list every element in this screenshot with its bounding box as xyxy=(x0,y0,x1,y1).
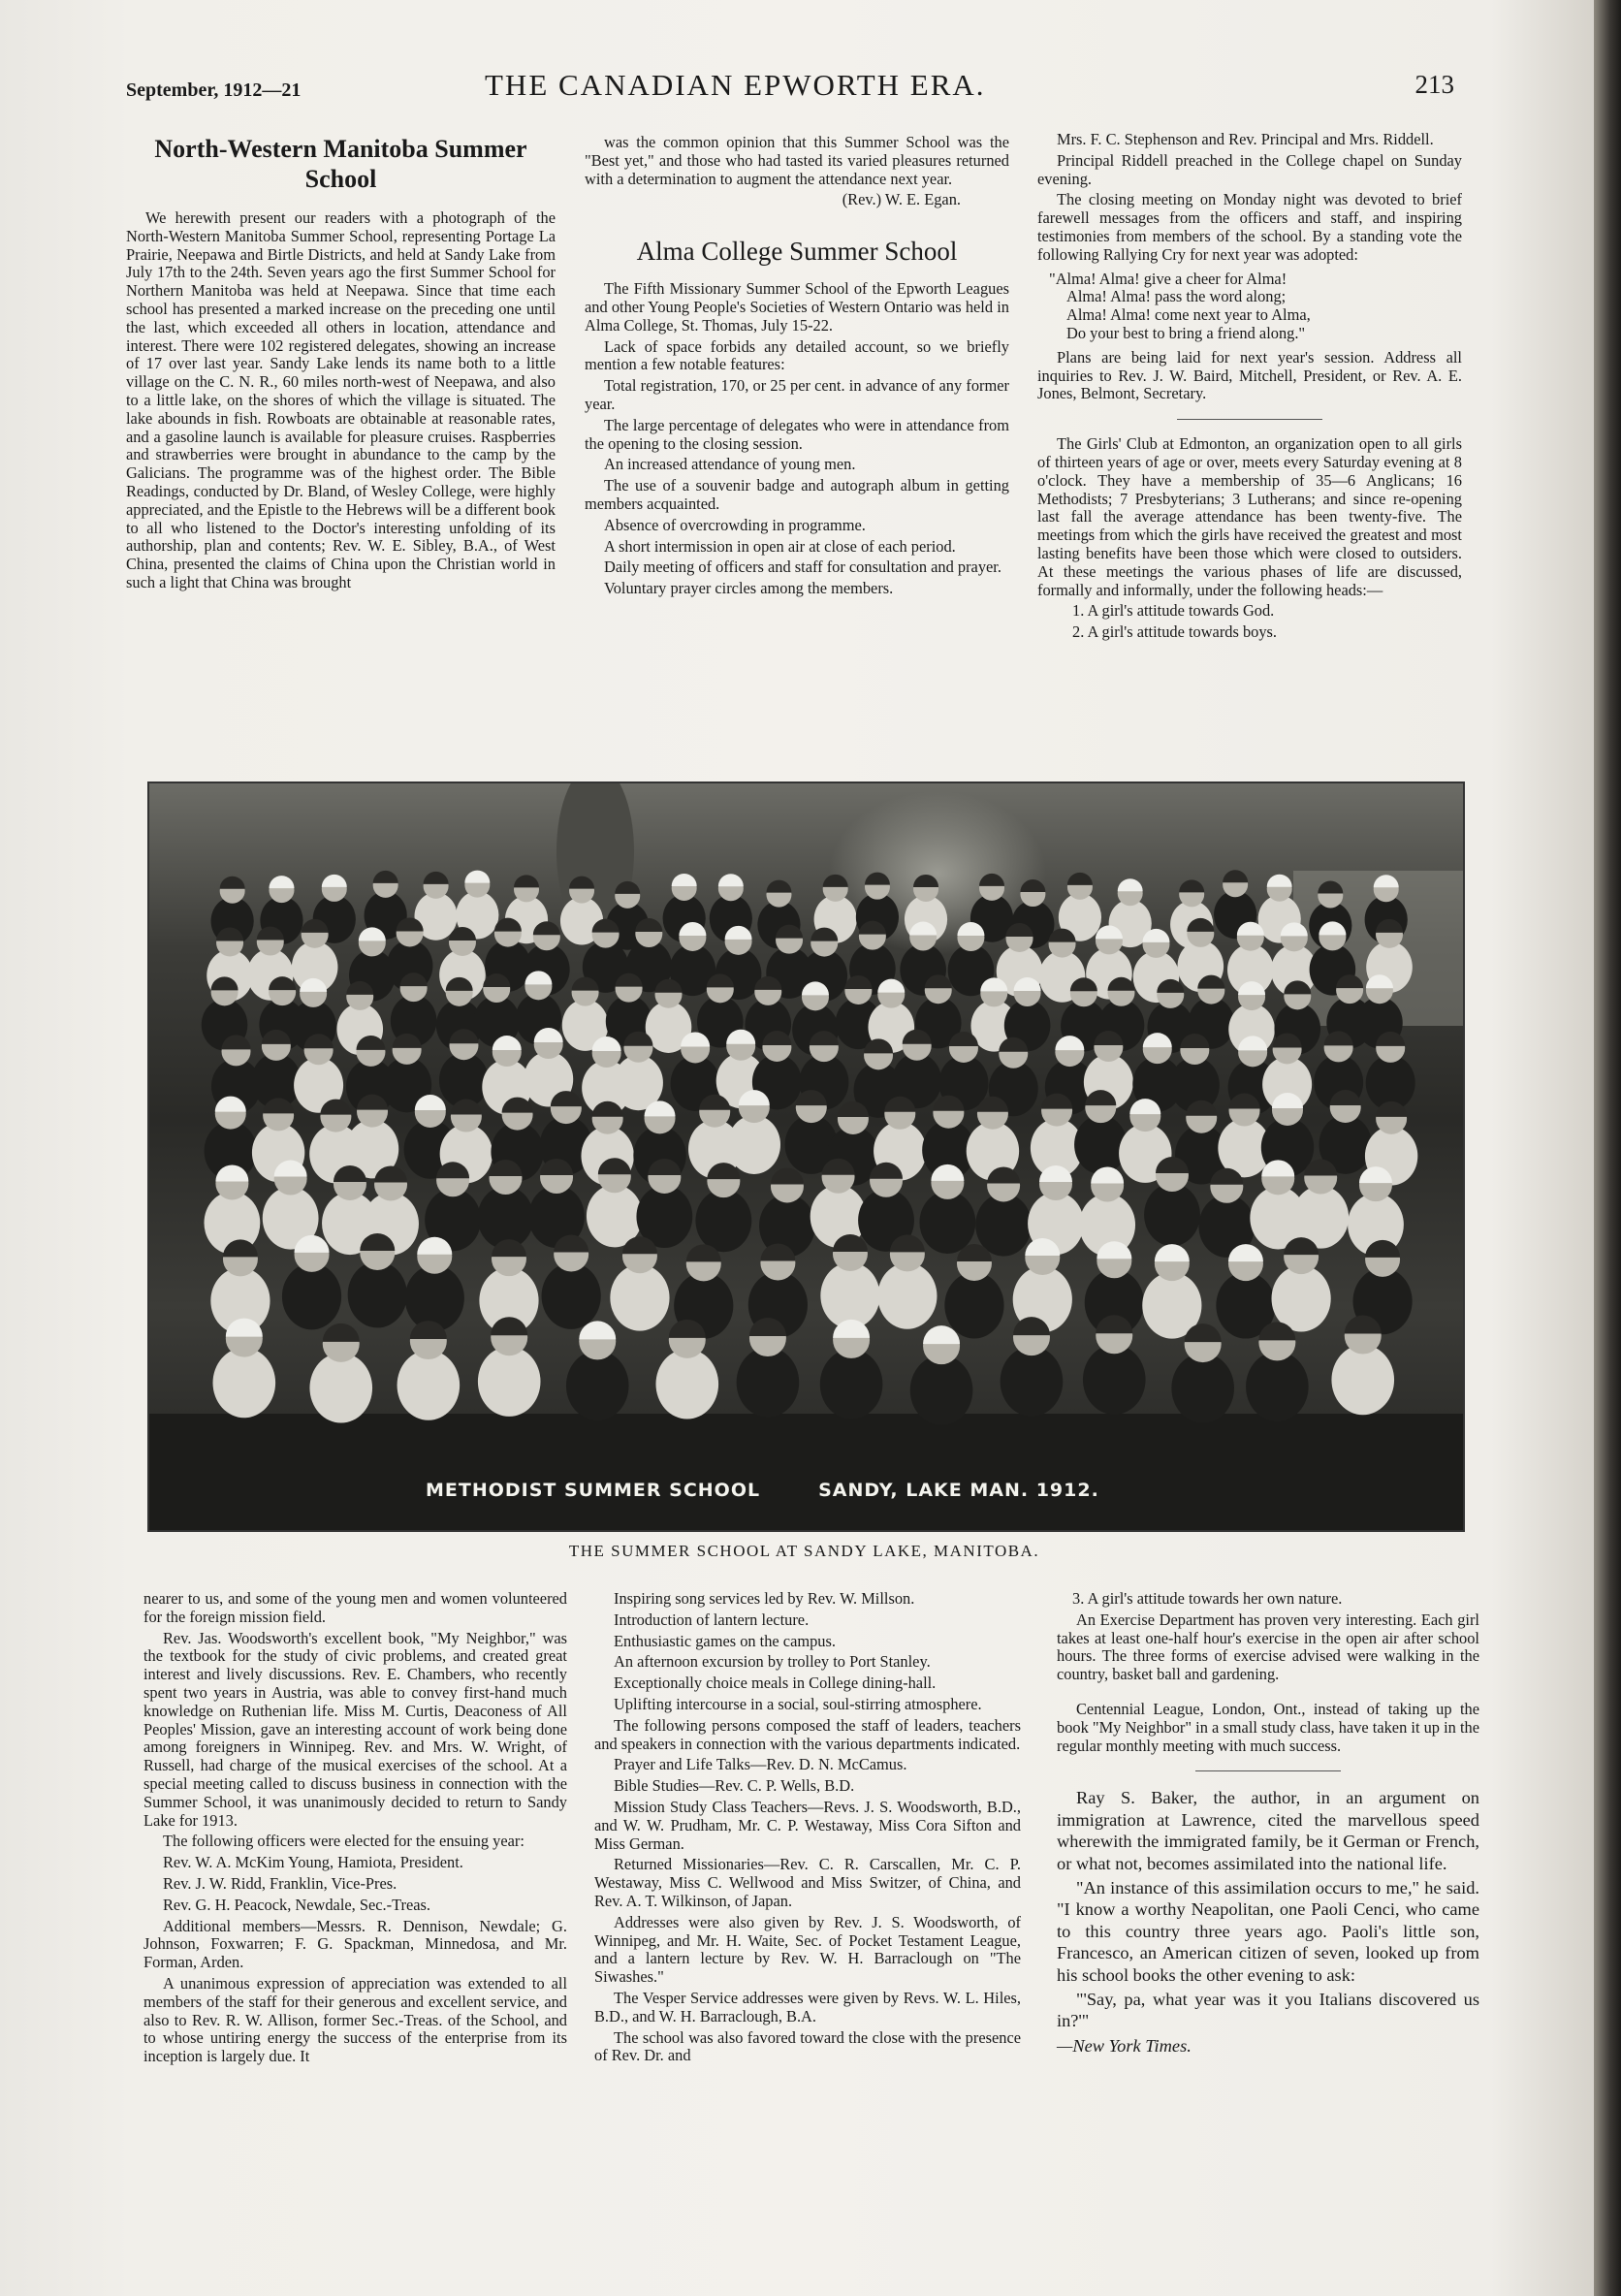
article4-body xyxy=(1057,1701,1479,1755)
photo-figure-body xyxy=(397,1351,461,1420)
photo-figure-body xyxy=(728,1115,780,1174)
paragraph: Daily meeting of officers and staff for consultation and prayer. xyxy=(604,558,1001,577)
paragraph: Introduction of lantern lecture. xyxy=(614,1610,810,1629)
column-3-top xyxy=(1037,131,1462,645)
paragraph: Inspiring song services led by Rev. W. Millson. xyxy=(614,1589,915,1608)
column-1-bottom xyxy=(143,1590,567,2069)
photo-figure-body xyxy=(877,1262,937,1328)
paragraph: Ray S. Baker, the author, in an argument on immigration at Lawrence, cited the marvellous speed wherewith the immigrated family, be it German or French, or what not, becomes assimilated into the national life. xyxy=(1057,1788,1479,1873)
paragraph: Uplifting intercourse in a social, soul-stirring atmosphere. xyxy=(614,1694,982,1713)
page-header xyxy=(126,68,1454,107)
photo-figure-body xyxy=(1074,1115,1127,1174)
photo-figure-hair xyxy=(373,871,398,883)
paragraph: Rev. G. H. Peacock, Newdale, Sec.-Treas. xyxy=(163,1895,430,1914)
page-number: 213 xyxy=(1414,70,1454,99)
paragraph: The Vesper Service addresses were given by Revs. W. L. Hiles, B.D., and W. H. Barraclough, B.A. xyxy=(594,1988,1021,2025)
photo-figure-body xyxy=(1246,1352,1309,1421)
photo-figure-hair xyxy=(464,871,490,883)
photo-figure-body xyxy=(655,1349,718,1419)
photo-figure-body xyxy=(1001,1347,1064,1417)
paragraph: nearer to us, and some of the young men and women volunteered for the foreign mission field. xyxy=(143,1589,567,1626)
rallying-cry xyxy=(1037,271,1462,343)
photo-figure-hair xyxy=(823,875,848,887)
paragraph: Rev. Jas. Woodsworth's excellent book, "My Neighbor," was the textbook for the study of civic problems, and created great interest and lively discussions. Rev. E. Chambers, who recently spent two years in Austria, was able to convey first-hand much knowledge on Ruthenian life. Miss M. Curtis, Deaconess of All Peoples' Mission, gave an interesting account of work being done among foreigners in Winnipeg. Rev. and Mrs. W. Wright, of Russell, had charge of the musical exercises of the school. At a special meeting called to discuss business in connection with the Summer School, it was unanimously decided to return to Sandy Lake for 1913. xyxy=(143,1628,567,1830)
paragraph: A unanimous expression of appreciation was extended to all members of the staff for their generous and excellent service, and also to Rev. R. W. Allison, former Sec.-Treas. of the School, and to whose untiring energy the success of the enterprise from its inception is largely due. It xyxy=(143,1973,567,2066)
article1-signature: (Rev.) W. E. Egan. xyxy=(842,190,961,209)
article3-list-item-3: 3. A girl's attitude towards her own nature. xyxy=(1072,1589,1343,1608)
photo-figure-body xyxy=(610,1264,669,1330)
photo-figure-hair xyxy=(766,880,791,893)
paragraph: Additional members—Messrs. R. Dennison, Newdale; G. Johnson, Foxwarren; F. G. Spackman, Minnedosa, and Mr. Forman, Arden. xyxy=(143,1916,567,1972)
paragraph: Prayer and Life Talks—Rev. D. N. McCamus. xyxy=(614,1755,907,1774)
photo-caption: THE SUMMER SCHOOL AT SANDY LAKE, MANITOBA. xyxy=(568,1542,1040,1560)
section-divider-2 xyxy=(1195,1770,1341,1771)
article2-col3 xyxy=(1037,131,1462,265)
article3-after-list xyxy=(1057,1611,1479,1684)
photo-figure-hair xyxy=(1118,878,1143,891)
photo-figure-body xyxy=(478,1347,541,1417)
magazine-title: THE CANADIAN EPWORTH ERA. xyxy=(485,68,986,102)
group-photograph xyxy=(147,781,1465,1532)
article2-body xyxy=(585,280,1009,598)
paragraph: Exceptionally choice meals in College dining-hall. xyxy=(614,1674,937,1693)
photo-figure-hair xyxy=(514,875,539,887)
article3-list-item-1: 1. A girl's attitude towards God. xyxy=(1072,601,1275,621)
paragraph: Voluntary prayer circles among the members. xyxy=(604,579,894,598)
column-2-bottom xyxy=(594,1590,1021,2068)
column-2-top xyxy=(585,134,1009,601)
paragraph: Total registration, 170, or 25 per cent. in advance of any former year. xyxy=(585,376,1009,413)
photo-figure-body xyxy=(919,1191,975,1254)
paragraph: Rev. J. W. Ridd, Franklin, Vice-Pres. xyxy=(163,1873,397,1893)
page-binding xyxy=(1594,0,1621,2296)
paragraph: Lack of space forbids any detailed account, so we briefly mention a few notable features: xyxy=(585,336,1009,374)
verse-line: Alma! Alma! come next year to Alma, xyxy=(1066,305,1311,325)
paragraph: Principal Riddell preached in the College chapel on Sunday evening. xyxy=(1037,150,1462,188)
verse-line: "Alma! Alma! give a cheer for Alma! xyxy=(1049,269,1287,288)
verse-line: Do your best to bring a friend along." xyxy=(1066,323,1306,342)
article1-body xyxy=(126,209,556,592)
photo-figure-body xyxy=(1331,1345,1394,1415)
article1-continued xyxy=(143,1590,567,2066)
column-1-top xyxy=(126,134,556,595)
photo-figure-hair xyxy=(865,873,890,885)
paragraph: Rev. W. A. McKim Young, Hamiota, President. xyxy=(163,1853,463,1872)
photo-figure-hair xyxy=(979,874,1004,886)
photo-crowd-illustration xyxy=(149,783,1463,1530)
photo-figure-body xyxy=(1272,1265,1331,1331)
column-3-bottom xyxy=(1057,1590,1479,2059)
article2-continued xyxy=(594,1590,1021,2065)
photo-figure-body xyxy=(695,1190,751,1253)
photo-figure-hair xyxy=(323,1323,360,1342)
article-title-north-western: North-Western Manitoba Summer School xyxy=(154,135,527,193)
photo-overlay-text xyxy=(426,1480,1158,1501)
photo-overlay-left: METHODIST SUMMER SCHOOL xyxy=(426,1480,761,1501)
paragraph: An afternoon excursion by trolley to Port Stanley. xyxy=(614,1652,931,1672)
paragraph: "'Say, pa, what year was it you Italians discovered us in?'" xyxy=(1057,1990,1479,2031)
issue-date: September, 1912—21 xyxy=(126,80,302,101)
article5-body xyxy=(1057,1787,1479,2031)
photo-figure-body xyxy=(1144,1184,1200,1247)
article1-ending xyxy=(585,134,1009,188)
paragraph: The school was also favored toward the close with the presence of Rev. Dr. and xyxy=(594,2027,1021,2065)
paragraph: A short intermission in open air at close of each period. xyxy=(604,536,956,556)
paragraph: The following persons composed the staff of leaders, teachers and speakers in connection with the various departments indicated. xyxy=(594,1715,1021,1753)
paragraph: The use of a souvenir badge and autograph album in getting members acquainted. xyxy=(585,476,1009,513)
photo-figure-body xyxy=(1083,1345,1146,1415)
paragraph: Returned Missionaries—Rev. C. R. Carscallen, Mr. C. P. Westaway, Miss C. Wellwood and Miss Switzer, of China, and Rev. A. T. Wilkinson, of Japan. xyxy=(594,1855,1021,1910)
paragraph: We herewith present our readers with a photograph of the North-Western Manitoba Summer School, representing Portage La Prairie, Neepawa and Birtle Districts, and held at Sandy Lake from July 17th to the 24th. Seven years ago the first Summer School for Northern Manitoba was held at Neepawa. Since that time each school has presented a marked increase on the preceding one until the last, which exceeded all others in location, attendance and interest. There were 102 registered delegates, showing an increase of 17 over last year. Sandy Lake lends its name both to a little village on the C. N. R., 60 miles north-west of Neepawa, and also to a little lake, on the shores of which the village is situated. The lake abounds in fish. Rowboats are obtainable at reasonable rates, and a gasoline launch is available for pleasure cruises. Raspberries and strawberries were brought in abundance to the camp by the Galicians. The programme was of the highest order. The Bible Readings, conducted by Dr. Bland, of Wesley College, were highly appreciated, and the Epistle to the Hebrews will be a different book to all who listened to the Doctor's interesting unfolding of its authorship, plan and contents; Rev. W. E. Sibley, B.A., of West China, presented the claims of China upon the Christian world in such a light that China was brought xyxy=(126,208,556,591)
photo-figure-body xyxy=(910,1355,973,1425)
paragraph: Mission Study Class Teachers—Revs. J. S. Woodsworth, B.D., and W. W. Prudham, Mr. C. P. Westaway, Miss Cora Sifton and Miss German. xyxy=(594,1797,1021,1853)
photo-figure-body xyxy=(820,1262,879,1328)
photo-figure-body xyxy=(213,1348,276,1418)
photo-figure-body xyxy=(566,1351,629,1420)
article-title-alma: Alma College Summer School xyxy=(636,237,958,267)
paragraph: An Exercise Department has proven very interesting. Each girl takes at least one-half hour's exercise in the open air after school hours. The three forms of exercise advised were walking in the country, basket ball and gardening. xyxy=(1057,1610,1479,1684)
photo-figure-body xyxy=(1171,1354,1234,1423)
photo-figure-body xyxy=(405,1265,464,1331)
photo-figure-body xyxy=(737,1348,800,1418)
photo-figure-body xyxy=(348,1261,407,1327)
photo-figure-hair xyxy=(424,872,449,884)
article3-body xyxy=(1037,435,1462,599)
photo-figure-hair xyxy=(1267,875,1292,887)
paragraph: Enthusiastic games on the campus. xyxy=(614,1631,836,1650)
photo-figure-hair xyxy=(322,875,347,887)
photo-figure-body xyxy=(820,1349,883,1419)
photo-figure-hair xyxy=(1155,1244,1190,1261)
paragraph: The following officers were elected for the ensuing year: xyxy=(163,1832,524,1851)
photo-figure-hair xyxy=(672,874,697,886)
article2-closing: Plans are being laid for next year's session. Address all inquiries to Rev. J. W. Baird, Mitchell, President, or Rev. A. E. Jones, Belmont, Secretary. xyxy=(1037,347,1462,403)
paragraph: An increased attendance of young men. xyxy=(604,455,856,474)
photo-figure-hair xyxy=(718,874,744,886)
photo-figure-body xyxy=(975,1194,1032,1257)
photo-figure-hair xyxy=(1179,879,1204,892)
photo-figure-hair xyxy=(1223,870,1248,882)
verse-line: Alma! Alma! pass the word along; xyxy=(1066,287,1287,306)
paragraph: Mrs. F. C. Stephenson and Rev. Principal and Mrs. Riddell. xyxy=(1057,130,1434,148)
paragraph: Absence of overcrowding in programme. xyxy=(604,515,866,534)
photo-figure-hair xyxy=(269,876,294,888)
paragraph: "An instance of this assimilation occurs to me," he said. "I know a worthy Neapolitan, one Paoli Cenci, who came to this country three years ago. Paoli's little son, Francesco, an American citizen of seven, looked up from his school books the other evening to ask: xyxy=(1057,1878,1479,1985)
photo-figure-hair xyxy=(1067,873,1093,885)
paragraph: The closing meeting on Monday night was devoted to brief farewell messages from the officers and staff, and inspiring testimonies from members of the school. By a standing vote the following Rallying Cry for next year was adopted: xyxy=(1037,190,1462,264)
photo-figure-body xyxy=(542,1262,601,1328)
photo-figure-body xyxy=(282,1263,341,1329)
paragraph: Addresses were also given by Rev. J. S. Woodsworth, of Winnipeg, and Mr. H. Waite, Sec. of Pocket Testament League, and a lantern lecture by Rev. W. H. Barraclough on "The Siwashes." xyxy=(594,1912,1021,1987)
paragraph: Centennial League, London, Ont., instead of taking up the book "My Neighbor" in a small study class, have taken it up in the regular monthly meeting with much success. xyxy=(1057,1699,1479,1755)
photo-figure-body xyxy=(478,1187,534,1250)
article3-list-item-2: 2. A girl's attitude towards boys. xyxy=(1072,622,1278,642)
photo-figure-hair xyxy=(913,875,938,887)
paragraph: The Fifth Missionary Summer School of the Epworth Leagues and other Young People's Societies of Western Ontario was held in Alma College, St. Thomas, July 15-22. xyxy=(585,279,1009,335)
section-divider xyxy=(1177,419,1322,420)
photo-overlay-right: SANDY, LAKE MAN. 1912. xyxy=(818,1480,1099,1501)
paragraph: was the common opinion that this Summer School was the "Best yet," and those who had tasted its varied pleasures returned with a determination to augment the attendance next year. xyxy=(585,133,1009,188)
paragraph: The large percentage of delegates who were in attendance from the opening to the closing session. xyxy=(585,415,1009,453)
photo-figure-hair xyxy=(220,877,245,889)
article5-source: —New York Times. xyxy=(1057,2035,1192,2056)
paragraph: Bible Studies—Rev. C. P. Wells, B.D. xyxy=(614,1776,855,1796)
photo-figure-body xyxy=(309,1353,372,1422)
photo-figure-body xyxy=(944,1272,1003,1338)
paragraph: The Girls' Club at Edmonton, an organization open to all girls of thirteen years of age or over, meets every Saturday evening at 8 o'clock. They have a membership of 35—6 Anglicans; 16 Methodists; 7 Presbyterians; 3 Lutherans; and since re-opening last fall the average attendance has been twenty-five. The meetings from which the girls have received the greatest and most lasting benefits have been those which were closed to outsiders. At these meetings the various phases of life are discussed, formally and informally, under the following heads:— xyxy=(1037,434,1462,599)
photo-figure-hair xyxy=(1020,879,1045,892)
